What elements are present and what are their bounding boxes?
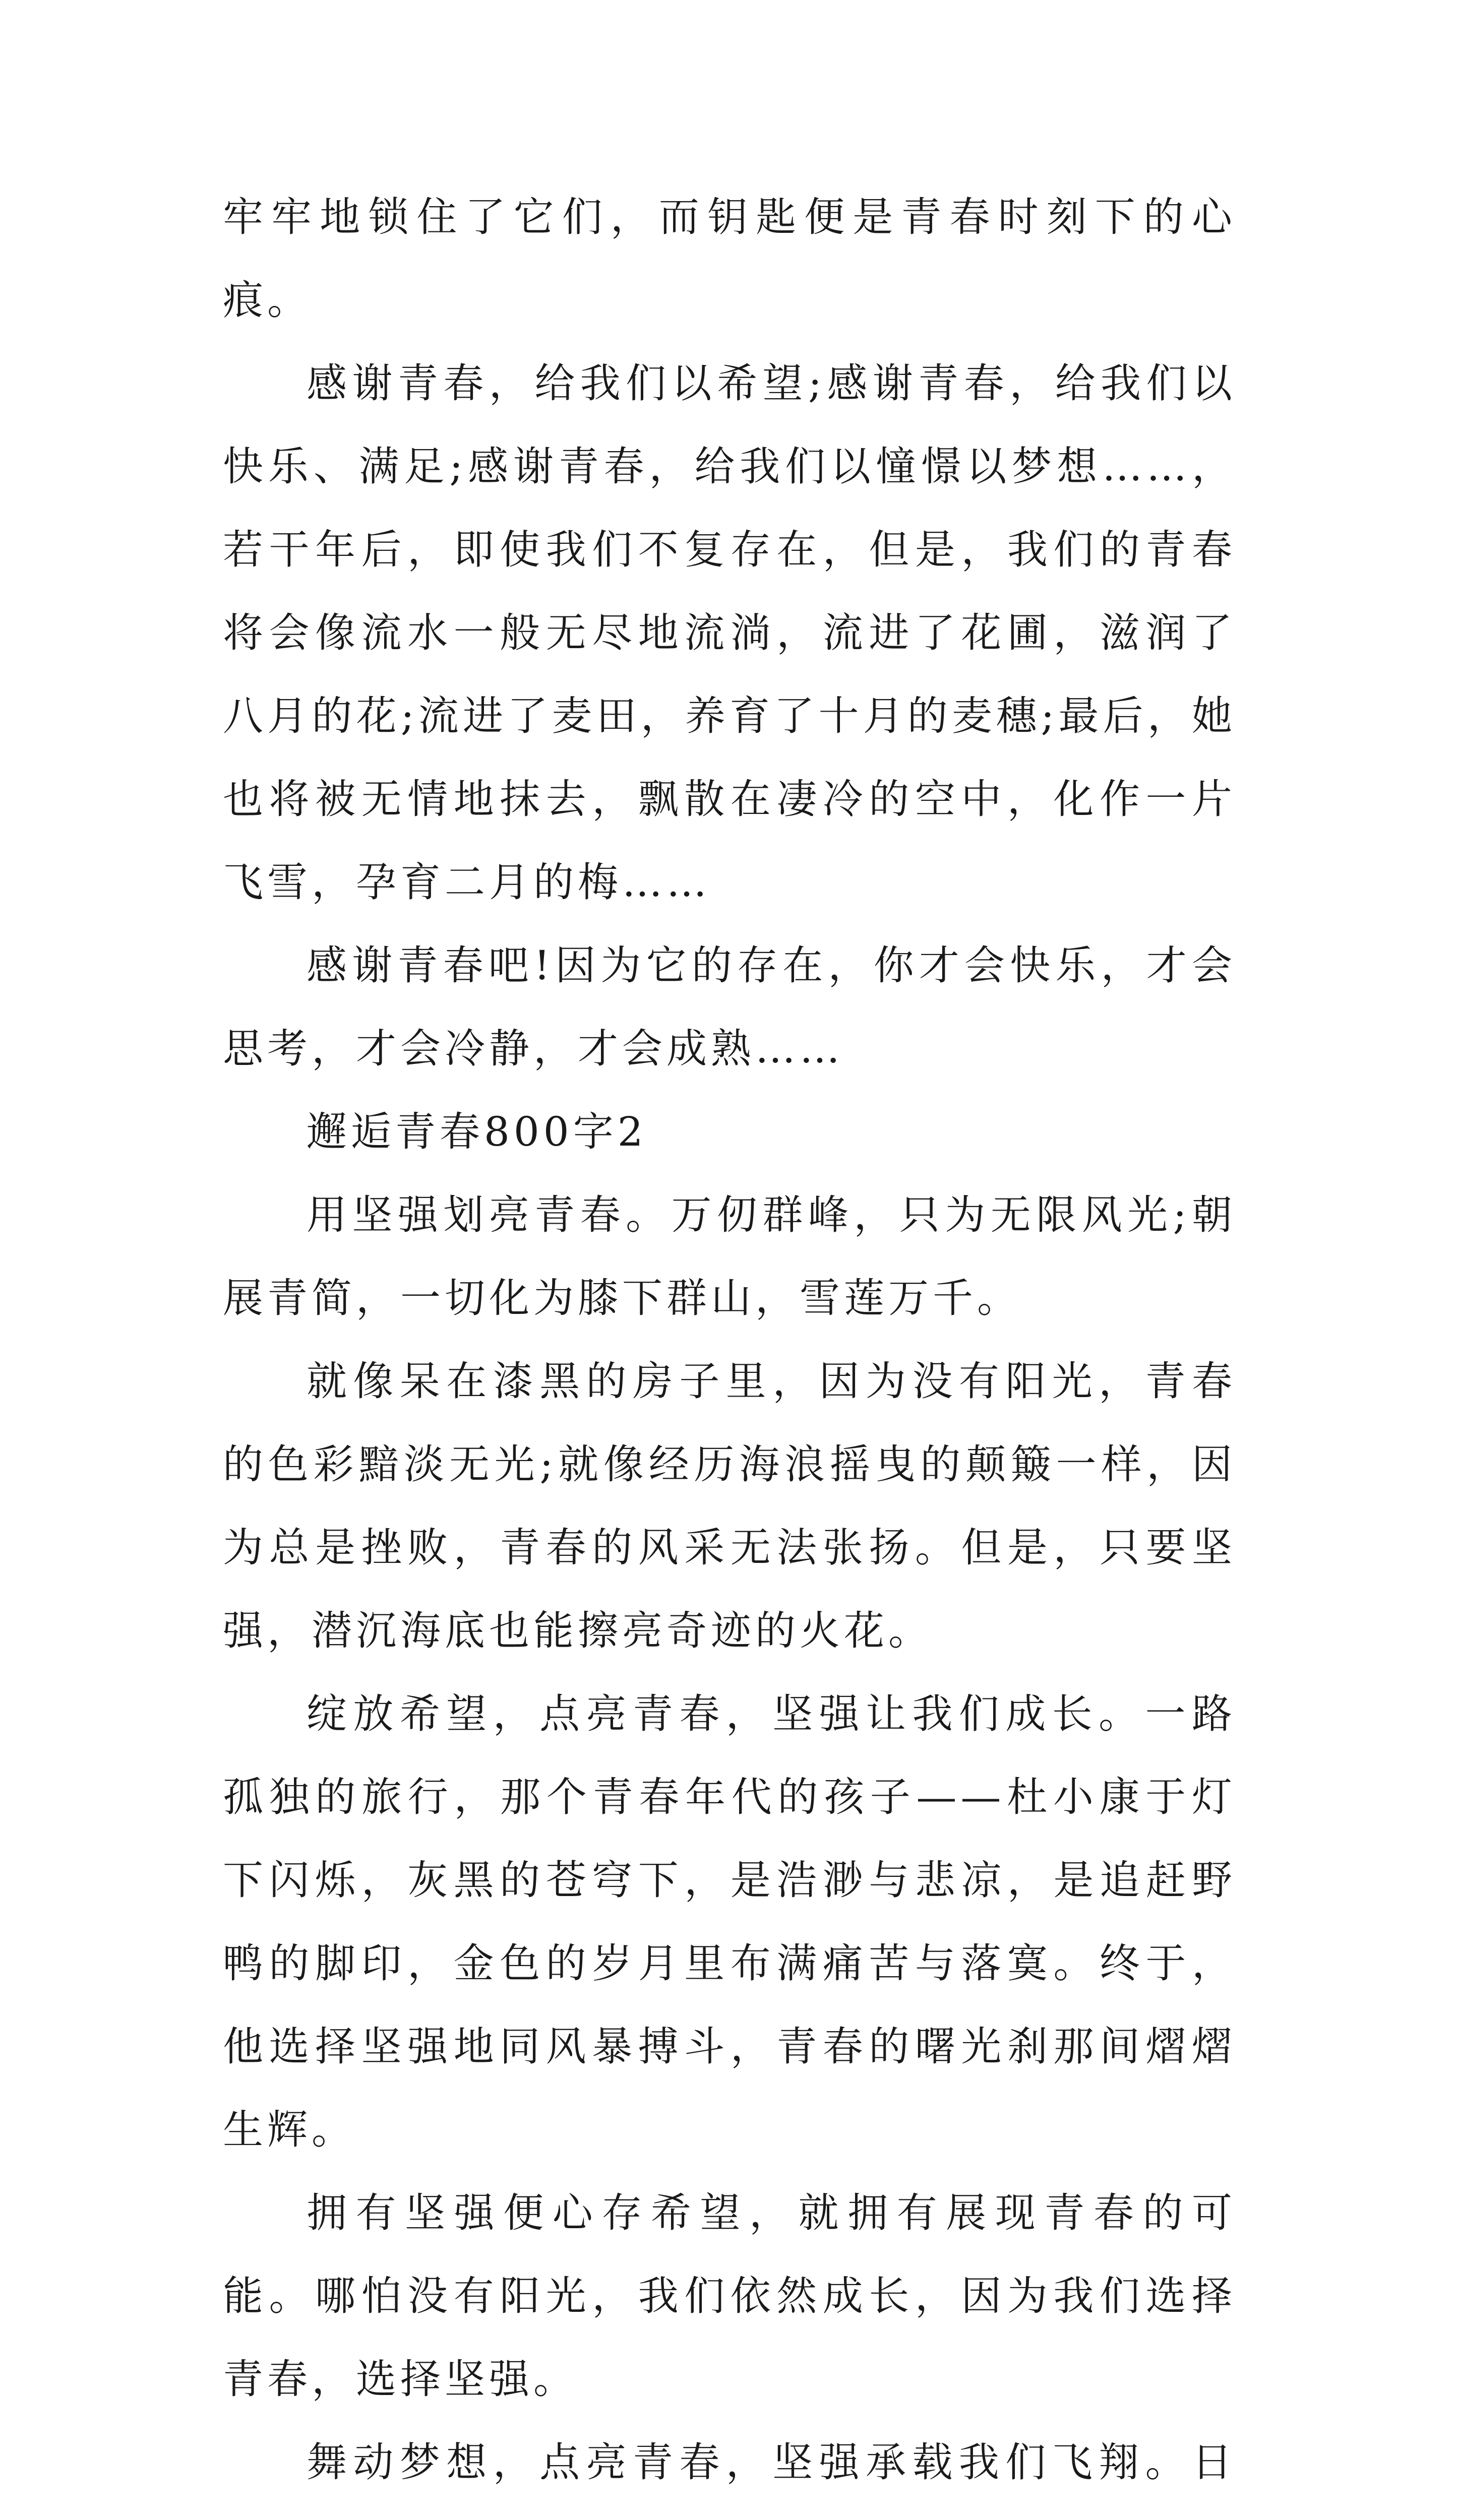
- paragraph-6: 绽放希望，点亮青春，坚强让我们成长。一路孤独的旅行，那个青春年代的孩子——杜小康于灯下闪烁，灰黑的苍穹下，是浩渺与悲凉，是追赶野鸭的脚印，金色的岁月里布满痛苦与落寞。终于，他选择坚强地同风暴搏斗，青春的曙光刹那间熠熠生辉。: [223, 1690, 1236, 2153]
- paragraph-8: 舞动梦想，点亮青春，坚强承载我们飞翔。日: [307, 2439, 1236, 2486]
- paragraph-3: 感谢青春吧!因为它的存在，你才会快乐，才会思考，才会冷静，才会成熟……: [223, 942, 1236, 1072]
- paragraph-7: 拥有坚强便心存希望，就拥有展现青春的可能。哪怕没有阳光，我们依然成长，因为我们选择青春，选择坚强。: [223, 2189, 1236, 2403]
- paragraph-5: 就像呆在漆黑的房子里，因为没有阳光，青春的色彩黯淡无光;就像经历海浪摇曳的颠簸一样，因为总是挫败，青春的风采无法张扬。但是，只要坚强，潜沉海底也能擦亮奇迹的火花。: [223, 1358, 1236, 1654]
- document-body: [223, 175, 1236, 2520]
- paragraph-4: 用坚强划亮青春。万仞群峰，只为无限风光;朝展青简，一切化为膝下群山，雪莲万千。: [223, 1191, 1236, 1321]
- paragraph-2: 感谢青春，给我们以希望;感谢青春，给我们以快乐、满足;感谢青春，给我们以憧憬以梦想……，若干年后，即使我们不复存在，但是，我们的青春将会像流水一般无尽地流淌，流进了花圃，滋润了八月的花;流进了麦田，养育了十月的麦穗;最后，她也将被无情地抹去，飘散在凄冷的空中，化作一片飞雪，孕育二月的梅……: [223, 360, 1236, 906]
- section-heading: 邂逅青春800字2: [307, 1108, 647, 1155]
- paragraph-1: 牢牢地锁住了它们，而钥匙便是青春时刻下的心痕。: [223, 194, 1236, 324]
